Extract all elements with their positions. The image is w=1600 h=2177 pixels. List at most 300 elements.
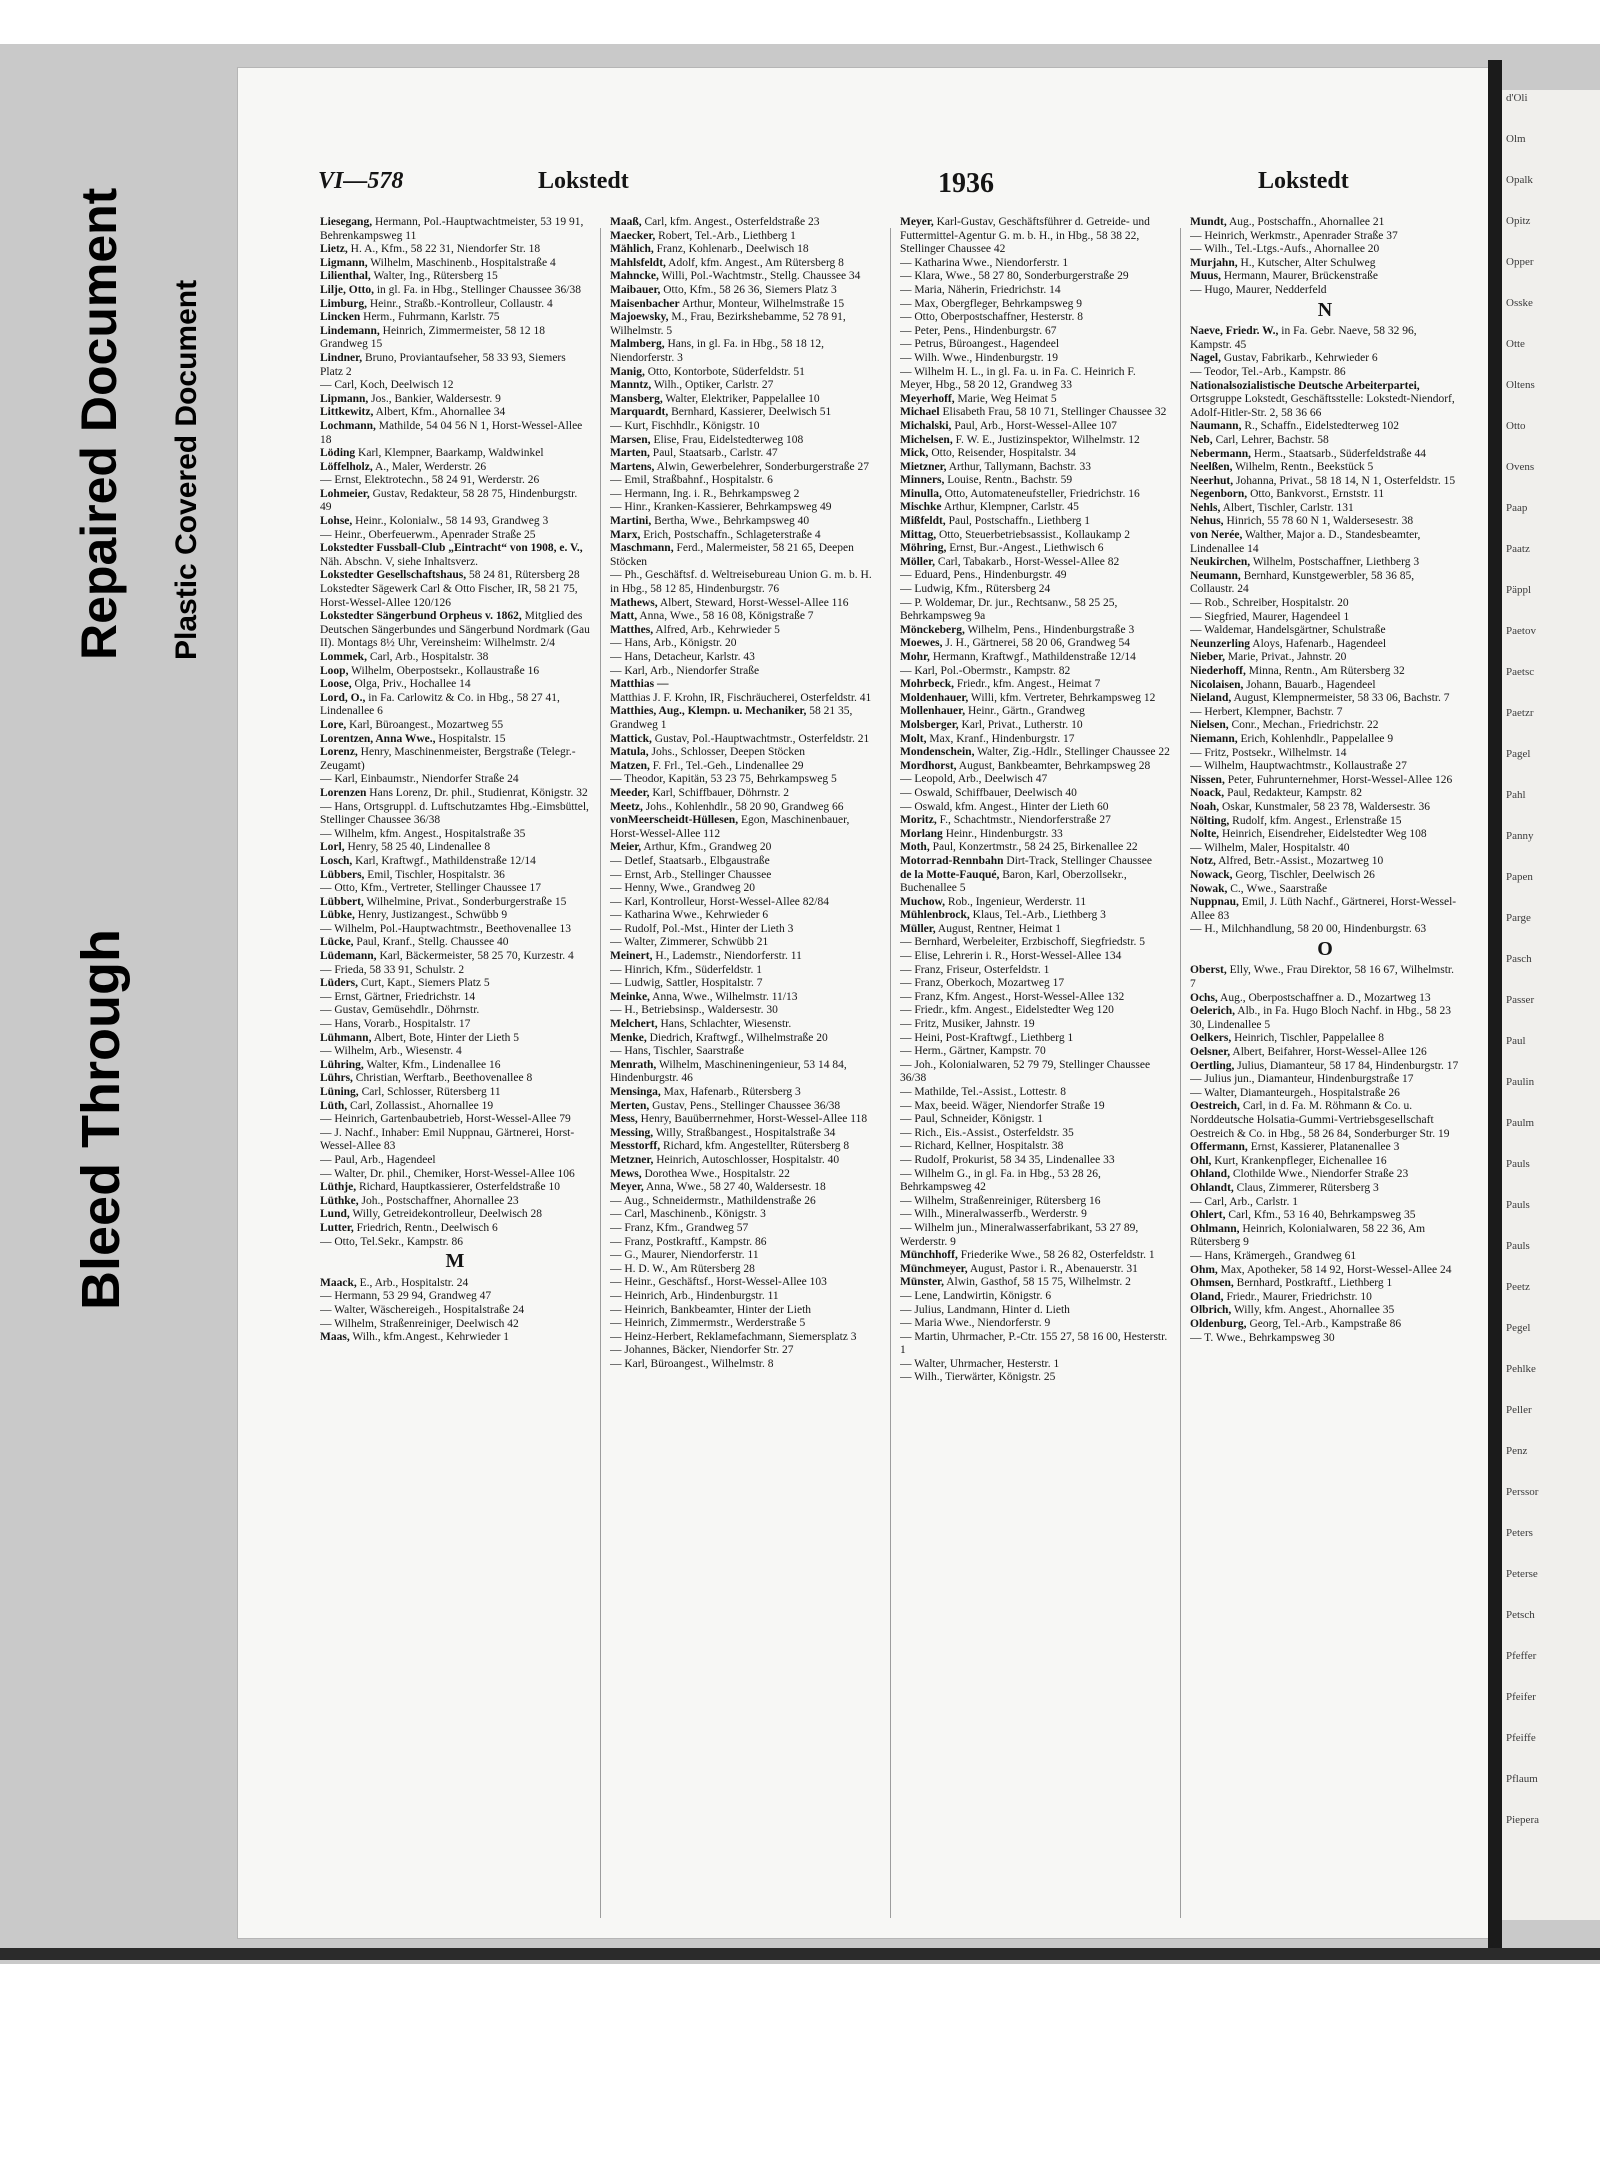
entry-details: Anna, Wwe., 58 16 08, Königstraße 7 xyxy=(637,610,814,623)
directory-entry xyxy=(320,447,590,461)
directory-entry xyxy=(900,909,1170,923)
entry-details: Bernhard, Kunstgewerbler, 58 36 85, Collaustr. 24 xyxy=(1190,569,1415,596)
directory-entry xyxy=(320,1127,590,1154)
directory-entry xyxy=(610,882,880,896)
entry-details: Elise, Frau, Eidelstedterweg 108 xyxy=(650,433,804,446)
entry-details: Näh. Abschn. V, siehe Inhaltsverz. xyxy=(320,555,478,568)
entry-details: Arthur, Monteur, Wilhelmstraße 15 xyxy=(679,297,845,310)
entry-details: — Hans, Arb., Königstr. 20 xyxy=(610,637,737,650)
entry-name: Negenborn, xyxy=(1190,488,1248,501)
next-page-fragment: Otte xyxy=(1506,338,1525,350)
entry-details: — Wilh. Wwe., Hindenburgstr. 19 xyxy=(900,351,1058,364)
entry-details: Georg, Tischler, Deelwisch 26 xyxy=(1232,868,1375,881)
entry-details: C., Wwe., Saarstraße xyxy=(1227,882,1328,895)
next-page-fragment: Paetsc xyxy=(1506,666,1535,678)
directory-entry xyxy=(1190,325,1460,352)
directory-entry xyxy=(320,950,590,964)
entry-name: Lohse, xyxy=(320,515,353,528)
directory-entry xyxy=(1190,1141,1460,1155)
directory-entry xyxy=(900,434,1170,448)
entry-name: Meyerhoff, xyxy=(900,392,955,405)
entry-details: — Rob., Schreiber, Hospitalstr. 20 xyxy=(1190,597,1349,610)
entry-name: Matt, xyxy=(610,610,638,623)
entry-details: — G., Maurer, Niendorferstr. 11 xyxy=(610,1249,759,1262)
entry-details: in Fa. Gebr. Naeve, 58 32 96, Kampstr. 45 xyxy=(1190,325,1417,351)
entry-details: Wilhelmine, Privat., Sonderburgerstraße 15 xyxy=(363,895,567,908)
entry-name: Maack, xyxy=(320,1276,357,1289)
year-heading: 1936 xyxy=(938,168,994,199)
entry-name: Nagel, xyxy=(1190,352,1221,365)
entry-details: — Franz, Oberkoch, Mozartweg 17 xyxy=(900,977,1065,990)
entry-details: — Franz, Kfm., Grandweg 57 xyxy=(610,1221,749,1234)
directory-entry xyxy=(320,583,590,610)
directory-entry xyxy=(320,923,590,937)
entry-details: — Herbert, Klempner, Bachstr. 7 xyxy=(1190,705,1343,718)
directory-entry xyxy=(1190,611,1460,625)
next-page-fragment: Päppl xyxy=(1506,584,1532,596)
entry-details: Erich, Postschaffn., Schlageterstraße 4 xyxy=(640,528,821,541)
entry-details: Rob., Ingenieur, Werderstr. 11 xyxy=(945,895,1087,908)
directory-entry xyxy=(1190,1223,1460,1250)
directory-entry xyxy=(610,1004,880,1018)
directory-entry xyxy=(610,964,880,978)
entry-name: Mick, xyxy=(900,447,929,460)
left-running-title: Lokstedt xyxy=(538,168,629,194)
entry-details: Walter, Elektriker, Pappelallee 10 xyxy=(662,392,820,405)
entry-name: Matthias — xyxy=(610,678,669,691)
entry-name: Mondenschein, xyxy=(900,746,975,759)
directory-entry xyxy=(610,434,880,448)
directory-entry xyxy=(610,1181,880,1195)
entry-details: Christian, Werftarb., Beethovenallee 8 xyxy=(352,1072,533,1085)
directory-entry xyxy=(1190,787,1460,801)
directory-entry xyxy=(1190,638,1460,652)
entry-details: — Carl, Maschinenb., Königstr. 3 xyxy=(610,1208,766,1221)
entry-name: Lorenzen xyxy=(320,786,367,799)
entry-details: — Wilh., Mineralwasserfb., Werderstr. 9 xyxy=(900,1208,1087,1221)
directory-entry xyxy=(900,501,1170,515)
directory-entry xyxy=(1190,733,1460,747)
entry-name: Moewes, xyxy=(900,637,943,650)
entry-details: — Heinrich, Werkmstr., Apenrader Straße 37 xyxy=(1190,229,1398,242)
directory-entry xyxy=(320,882,590,896)
entry-name: Maschmann, xyxy=(610,542,674,555)
entry-name: Lilienthal, xyxy=(320,270,371,283)
entry-name: Münchmeyer, xyxy=(900,1262,968,1275)
directory-entry xyxy=(900,787,1170,801)
directory-entry xyxy=(610,338,880,365)
entry-name: Oertling, xyxy=(1190,1059,1235,1072)
entry-details: Gustav, Pol.-Hauptwachtmstr., Osterfeldstr. 21 xyxy=(651,732,870,745)
directory-entry xyxy=(320,678,590,692)
entry-name: Lübbert, xyxy=(320,895,364,908)
directory-entry xyxy=(320,651,590,665)
entry-details: — H. D. W., Am Rütersberg 28 xyxy=(610,1262,755,1275)
entry-name: Lipmann, xyxy=(320,392,369,405)
entry-details: Joh., Postschaffner, Ahornallee 23 xyxy=(358,1194,519,1207)
directory-entry xyxy=(900,583,1170,597)
entry-details: Richard, Hauptkassierer, Osterfeldstraße 10 xyxy=(356,1181,561,1194)
entry-name: Lübke, xyxy=(320,909,355,922)
entry-name: Lincken xyxy=(320,311,361,324)
entry-name: Nationalsozialistische Deutsche Arbeiterpartei, xyxy=(1190,379,1420,392)
directory-entry xyxy=(900,1168,1170,1195)
directory-entry xyxy=(1190,760,1460,774)
directory-entry xyxy=(1190,270,1460,284)
directory-entry xyxy=(610,1045,880,1059)
entry-details: — Herm., Gärtner, Kampstr. 70 xyxy=(900,1045,1046,1058)
entry-details: — Karl, Büroangest., Wilhelmstr. 8 xyxy=(610,1357,774,1370)
entry-name: Oldenburg, xyxy=(1190,1317,1247,1330)
entry-details: Bernhard, Kassierer, Deelwisch 51 xyxy=(668,406,832,419)
entry-name: Mischke xyxy=(900,501,942,514)
entry-details: — Walter, Wäschereigeh., Hospitalstraße 24 xyxy=(320,1303,525,1316)
entry-details: Dorothea Wwe., Hospitalstr. 22 xyxy=(641,1167,790,1180)
directory-entry xyxy=(900,977,1170,991)
entry-name: Ohlmann, xyxy=(1190,1222,1240,1235)
entry-name: Löding xyxy=(320,447,356,460)
entry-name: Lorenz, xyxy=(320,746,358,759)
next-page-fragment: Pfeffer xyxy=(1506,1650,1537,1662)
entry-details: — Friedr., kfm. Angest., Eidelstedter Weg 120 xyxy=(900,1004,1114,1017)
directory-entry xyxy=(610,1222,880,1236)
directory-entry xyxy=(1190,1032,1460,1046)
directory-entry xyxy=(610,230,880,244)
entry-details: — Wilhelm G., in gl. Fa. in Hbg., 53 28 26, Behrkampsweg 42 xyxy=(900,1167,1101,1194)
directory-entry xyxy=(320,1277,590,1291)
directory-entry xyxy=(610,1127,880,1141)
directory-entry xyxy=(1190,883,1460,897)
entry-details: — Franz, Kfm. Angest., Horst-Wessel-Allee 132 xyxy=(900,990,1125,1003)
directory-entry xyxy=(610,746,880,760)
entry-details: — Wilhelm H. L., in gl. Fa. u. in Fa. C. Heinrich F. Meyer, Hbg., 58 20 12, Grandweg 33 xyxy=(900,365,1136,392)
entry-details: — Hermann, Ing. i. R., Behrkampsweg 2 xyxy=(610,487,800,500)
entry-name: Niederhoff, xyxy=(1190,665,1246,677)
column-2 xyxy=(610,216,880,1926)
entry-name: Matula, xyxy=(610,746,649,759)
directory-entry xyxy=(610,841,880,855)
directory-entry xyxy=(610,298,880,312)
entry-details: — Ernst, Elektrotechn., 58 24 91, Werderstr. 26 xyxy=(320,474,540,487)
entry-details: — Waldemar, Handelsgärtner, Schulstraße xyxy=(1190,624,1386,637)
entry-name: Molt, xyxy=(900,732,927,745)
directory-entry xyxy=(610,705,880,732)
entry-details: Paul, Staatsarb., Carlstr. 47 xyxy=(649,447,778,460)
directory-entry xyxy=(320,515,590,529)
directory-entry xyxy=(610,1018,880,1032)
directory-entry xyxy=(900,597,1170,624)
entry-details: — Hans, Krämergeh., Grandweg 61 xyxy=(1190,1249,1357,1262)
directory-entry xyxy=(900,1154,1170,1168)
directory-entry xyxy=(610,678,880,692)
entry-name: Lüthke, xyxy=(320,1194,359,1207)
directory-entry xyxy=(320,610,590,651)
entry-name: Marx, xyxy=(610,528,641,541)
directory-entry xyxy=(320,474,590,488)
entry-details: Hinrich, 55 78 60 N 1, Waldersesestr. 38 xyxy=(1223,515,1414,528)
entry-name: Mansberg, xyxy=(610,392,663,405)
directory-entry xyxy=(320,855,590,869)
directory-entry xyxy=(900,257,1170,271)
entry-details: — Klara, Wwe., 58 27 80, Sonderburgerstraße 29 xyxy=(900,270,1129,283)
directory-entry xyxy=(900,746,1170,760)
section-letter: N xyxy=(1317,298,1333,321)
entry-name: Manig, xyxy=(610,365,645,378)
entry-details: — Wilhelm, Arb., Wiesenstr. 4 xyxy=(320,1045,462,1058)
entry-details: Klaus, Tel.-Arb., Liethberg 3 xyxy=(969,909,1106,922)
entry-details: — Otto, Oberpostschaffner, Hesterstr. 8 xyxy=(900,311,1083,324)
directory-entry xyxy=(610,1290,880,1304)
entry-details: Arthur, Tallymann, Bachstr. 33 xyxy=(946,460,1092,473)
directory-entry xyxy=(610,1331,880,1345)
directory-entry xyxy=(900,1331,1170,1358)
directory-entry xyxy=(900,1317,1170,1331)
entry-name: Michelsen, xyxy=(900,433,953,446)
entry-details: Dirt-Track, Stellinger Chaussee xyxy=(1003,854,1152,867)
next-page-fragment: Paulin xyxy=(1506,1076,1535,1088)
entry-name: Marsen, xyxy=(610,433,651,446)
entry-details: M., Frau, Bezirkshebamme, 52 78 91, Wilhelmstr. 5 xyxy=(610,311,846,337)
entry-name: Marquardt, xyxy=(610,406,669,419)
directory-entry xyxy=(900,1195,1170,1209)
next-page-fragment: Pegel xyxy=(1506,1322,1531,1334)
entry-name: Meyer, xyxy=(610,1181,644,1194)
page-header xyxy=(318,168,1468,208)
entry-details: Ernst, Kassierer, Platanenallee 3 xyxy=(1247,1141,1400,1154)
entry-details: Walter, Ing., Rütersberg 15 xyxy=(370,270,498,283)
entry-details: — Lene, Landwirtin, Königstr. 6 xyxy=(900,1289,1052,1302)
directory-entry xyxy=(1190,1046,1460,1060)
entry-details: — Heinrich, Gartenbaubetrieb, Horst-Wessel-Allee 79 xyxy=(320,1113,571,1126)
directory-entry xyxy=(900,338,1170,352)
entry-details: Conr., Mechan., Friedrichstr. 22 xyxy=(1228,719,1379,732)
entry-name: Neerhut, xyxy=(1190,474,1234,487)
next-page-fragment: Piepera xyxy=(1506,1814,1539,1826)
entry-details: Heinr., Straßb.-Kontrolleur, Collaustr. 4 xyxy=(366,297,553,310)
next-page-fragment: Pahl xyxy=(1506,789,1526,801)
directory-entry xyxy=(900,651,1170,665)
directory-entry xyxy=(1190,243,1460,257)
directory-entry xyxy=(1190,1332,1460,1346)
directory-entry xyxy=(320,1208,590,1222)
directory-entry xyxy=(1190,1155,1460,1169)
directory-entry xyxy=(1190,992,1460,1006)
directory-entry xyxy=(900,814,1170,828)
directory-entry xyxy=(610,909,880,923)
next-page-fragment: Pfeiffe xyxy=(1506,1732,1536,1744)
next-page-fragment: Peterse xyxy=(1506,1568,1538,1580)
entry-details: Aug., Oberpostschaffner a. D., Mozartweg 13 xyxy=(1217,991,1431,1004)
next-page-fragment: Penz xyxy=(1506,1445,1528,1457)
bleed-through-label: Bleed Through xyxy=(71,929,131,1310)
entry-details: — Theodor, Kapitän, 53 23 75, Behrkampsweg 5 xyxy=(610,773,837,786)
entry-name: Lokstedter Fussball-Club „Eintracht“ von 1908, e. V., xyxy=(320,542,583,555)
directory-entry xyxy=(900,1263,1170,1277)
directory-entry xyxy=(900,352,1170,366)
directory-entry xyxy=(900,936,1170,950)
entry-details: F., Schachtmstr., Niendorferstraße 27 xyxy=(936,814,1111,827)
directory-entry xyxy=(1190,869,1460,883)
entry-details: Gustav, Pens., Stellinger Chaussee 36/38 xyxy=(649,1099,841,1112)
directory-entry xyxy=(1190,679,1460,693)
directory-entry xyxy=(610,501,880,515)
entry-name: Lücke, xyxy=(320,936,354,949)
directory-entry xyxy=(1190,774,1460,788)
entry-details: Henry, Bauüberrnehmer, Horst-Wessel-Allee 118 xyxy=(637,1113,868,1126)
entry-details: Friederike Wwe., 58 26 82, Osterfeldstr. 1 xyxy=(957,1249,1155,1262)
entry-name: Muus, xyxy=(1190,270,1221,283)
entry-name: Ohm, xyxy=(1190,1263,1218,1276)
entry-name: Mundt, xyxy=(1190,216,1227,228)
entry-details: Carl, in d. Fa. M. Röhmann & Co. u. Norddeutsche Holsatia-Gummi-Vertriebsgesellschaft Oestreich & Co. in Hbg., 58 26 84, Sonderburger Str. 19 xyxy=(1190,1100,1450,1140)
directory-entry xyxy=(1190,284,1460,298)
directory-entry xyxy=(320,257,590,271)
entry-details: — Ph., Geschäftsf. d. Weltreisebureau Union G. m. b. H. in Hbg., 58 12 85, Hindenburgstr. 76 xyxy=(610,569,872,596)
entry-details: — Oswald, Schiffbauer, Deelwisch 40 xyxy=(900,786,1077,799)
entry-details: Elisabeth Frau, 58 10 71, Stellinger Chaussee 32 xyxy=(939,406,1167,419)
entry-name: Löffelholz, xyxy=(320,460,373,473)
next-page-fragment: Panny xyxy=(1506,830,1534,842)
entry-details: Max, Kranf., Hindenburgstr. 17 xyxy=(926,732,1075,745)
entry-details: Carl, Tabakarb., Horst-Wessel-Allee 82 xyxy=(935,555,1120,568)
entry-name: Messtorff, xyxy=(610,1140,661,1153)
entry-details: Diedrich, Kraftwgf., Wilhelmstraße 20 xyxy=(646,1031,828,1044)
directory-entry xyxy=(320,801,590,828)
entry-name: Ohland, xyxy=(1190,1168,1230,1181)
directory-entry xyxy=(610,529,880,543)
entry-name: Mordhorst, xyxy=(900,759,957,772)
entry-name: Meinke, xyxy=(610,990,650,1003)
next-page-fragment: Paulm xyxy=(1506,1117,1535,1129)
directory-entry xyxy=(900,515,1170,529)
directory-entry xyxy=(1190,1073,1460,1087)
directory-entry xyxy=(1190,1264,1460,1278)
directory-entry xyxy=(320,733,590,747)
entry-details: — Ludwig, Kfm., Rütersberg 24 xyxy=(900,583,1051,596)
entry-name: Lund, xyxy=(320,1208,350,1221)
entry-details: Friedr., Maurer, Friedrichstr. 10 xyxy=(1223,1290,1372,1303)
directory-entry xyxy=(900,488,1170,502)
entry-details: Erich, Kohlenhdlr., Pappelallee 9 xyxy=(1237,732,1394,745)
section-letter: M xyxy=(445,1250,465,1273)
entry-details: Walther, Major a. D., Standesbeamter, Lindenallee 14 xyxy=(1190,529,1421,555)
entry-name: Lübbers, xyxy=(320,868,365,881)
entry-name: Neelßen, xyxy=(1190,461,1233,474)
entry-details: — Wilhelm, Pol.-Hauptwachtmstr., Beethovenallee 13 xyxy=(320,922,571,935)
entry-details: — Fritz, Musiker, Jahnstr. 19 xyxy=(900,1018,1035,1031)
directory-entry xyxy=(1190,923,1460,937)
entry-name: Menke, xyxy=(610,1031,647,1044)
entry-details: Max, Hafenarb., Rütersberg 3 xyxy=(660,1086,801,1098)
next-page-fragment: Peller xyxy=(1506,1404,1532,1416)
entry-details: Paul, Kranf., Stellg. Chaussee 40 xyxy=(353,936,509,949)
directory-entry xyxy=(900,733,1170,747)
entry-details: Carl, Zollassist., Ahornallee 19 xyxy=(347,1099,494,1112)
directory-entry xyxy=(900,298,1170,312)
entry-details: F. Frl., Tel.-Geh., Lindenallee 29 xyxy=(649,759,804,772)
entry-details: Mathilde, 54 04 56 N 1, Horst-Wessel-Allee 18 xyxy=(320,419,583,446)
directory-entry xyxy=(1190,1304,1460,1318)
directory-entry xyxy=(900,406,1170,420)
directory-entry xyxy=(610,1113,880,1127)
entry-name: Matthes, xyxy=(610,623,654,636)
directory-entry xyxy=(900,1304,1170,1318)
directory-entry xyxy=(610,1140,880,1154)
entry-details: — Johannes, Bäcker, Niendorfer Str. 27 xyxy=(610,1344,794,1357)
entry-name: Nissen, xyxy=(1190,773,1225,786)
entry-details: Otto, Automateneufsteller, Friedrichstr. 16 xyxy=(941,487,1140,500)
entry-details: Friedr., kfm. Angest., Heimat 7 xyxy=(953,678,1101,691)
entry-name: Neunzerling xyxy=(1190,637,1251,650)
entry-name: Metzner, xyxy=(610,1153,654,1166)
directory-entry xyxy=(610,1168,880,1182)
directory-entry xyxy=(900,1018,1170,1032)
directory-entry xyxy=(610,366,880,380)
entry-details: Heinr., Kolonialw., 58 14 93, Grandweg 3 xyxy=(352,515,549,528)
directory-entry xyxy=(320,216,590,243)
directory-entry xyxy=(1190,842,1460,856)
entry-details: Louise, Rentn., Bachstr. 59 xyxy=(944,474,1073,487)
entry-details: August, Pastor i. R., Abenauerstr. 31 xyxy=(967,1262,1138,1275)
directory-entry xyxy=(1190,1060,1460,1074)
entry-name: Maas, xyxy=(320,1331,350,1344)
next-page-fragment: Otto xyxy=(1506,420,1526,432)
entry-details: Georg, Tel.-Arb., Kampstraße 86 xyxy=(1246,1317,1402,1330)
entry-details: Albert, Steward, Horst-Wessel-Allee 116 xyxy=(657,596,849,609)
entry-details: Carl, Arb., Hospitalstr. 38 xyxy=(366,651,489,663)
directory-entry xyxy=(610,393,880,407)
directory-entry xyxy=(900,1086,1170,1100)
directory-entry xyxy=(320,1154,590,1168)
entry-name: Lokstedter Gesellschaftshaus, xyxy=(320,569,467,582)
directory-entry xyxy=(320,1195,590,1209)
entry-name: Lohmeier, xyxy=(320,487,370,500)
entry-details: Anna, Wwe., 58 27 40, Waldersestr. 18 xyxy=(643,1181,826,1194)
entry-details: Wilhelm, Pens., Hindenburgstraße 3 xyxy=(964,623,1135,636)
directory-entry xyxy=(320,936,590,950)
entry-details: — Heinrich, Arb., Hindenburgstr. 11 xyxy=(610,1289,779,1302)
directory-entry xyxy=(320,787,590,801)
directory-entry xyxy=(1190,964,1460,991)
column-divider xyxy=(600,228,601,1918)
entry-details: Wilh., kfm.Angest., Kehrwieder 1 xyxy=(349,1331,510,1344)
entry-details: Herm., Fuhrmann, Karlstr. 75 xyxy=(360,311,500,324)
entry-details: Hermann, Pol.-Hauptwachtmeister, 53 19 91, Behrenkampsweg 11 xyxy=(320,216,584,242)
entry-name: Möller, xyxy=(900,555,936,568)
directory-entry xyxy=(320,461,590,475)
directory-entry xyxy=(320,977,590,991)
entry-details: Karl, Privat., Lutherstr. 10 xyxy=(958,718,1083,731)
directory-entry xyxy=(1190,815,1460,829)
entry-details: Karl, Büroangest., Mozartweg 55 xyxy=(346,718,504,731)
directory-entry xyxy=(900,529,1170,543)
entry-details: Olga, Priv., Hochallee 14 xyxy=(351,678,471,691)
entry-details: — Walter, Dr. phil., Chemiker, Horst-Wessel-Allee 106 xyxy=(320,1167,575,1180)
entry-details: Bertha, Wwe., Behrkampsweg 40 xyxy=(651,515,810,528)
entry-name: Münchhoff, xyxy=(900,1249,958,1262)
entry-details: — J. Nachf., Inhaber: Emil Nuppnau, Gärtnerei, Horst-Wessel-Allee 83 xyxy=(320,1126,575,1153)
entry-details: Karl, Bäckermeister, 58 25 70, Kurzestr. 4 xyxy=(376,950,574,963)
entry-name: Lommek, xyxy=(320,651,367,663)
entry-name: Lutter, xyxy=(320,1221,354,1234)
directory-entry xyxy=(610,814,880,841)
entry-details: Wilhelm, Postschaffner, Liethberg 3 xyxy=(1250,556,1420,569)
directory-entry xyxy=(1190,257,1460,271)
directory-entry xyxy=(610,379,880,393)
entry-details: — Emil, Straßbahnf., Hospitalstr. 6 xyxy=(610,474,773,487)
entry-details: Hans, Schlachter, Wiesenstr. xyxy=(657,1018,792,1031)
next-page-fragment: Oltens xyxy=(1506,379,1535,391)
